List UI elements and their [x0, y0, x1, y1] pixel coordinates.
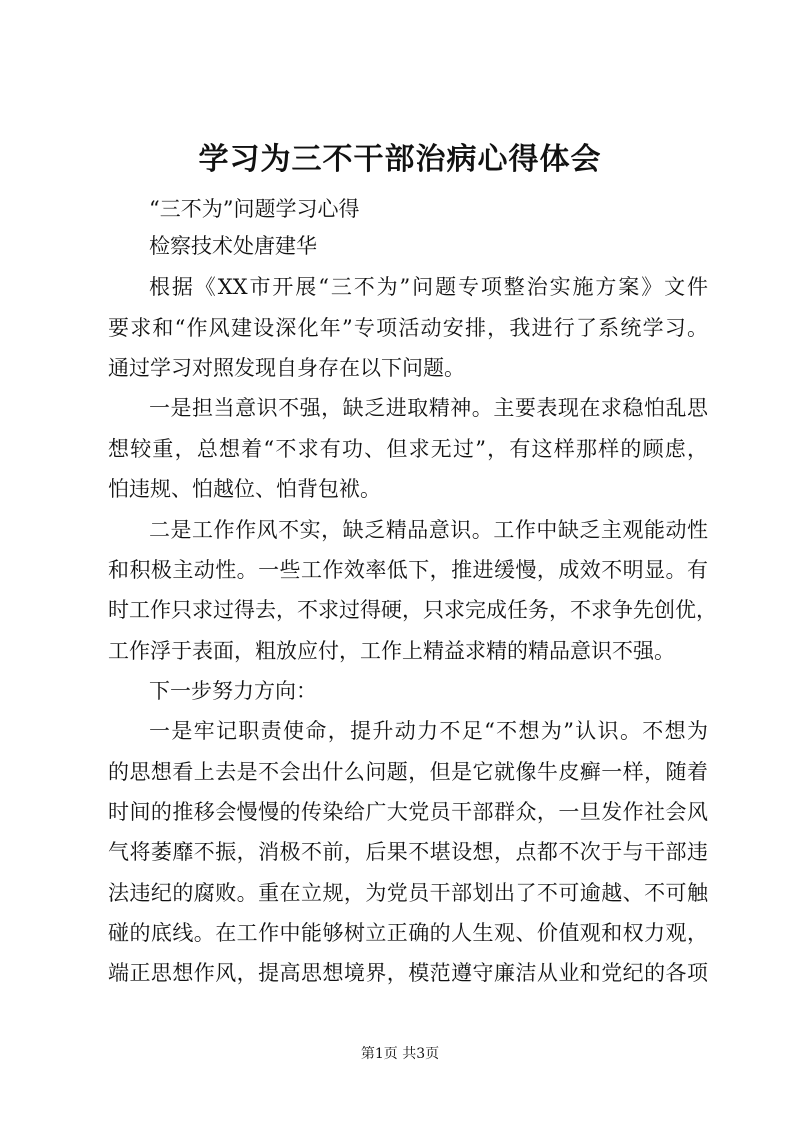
- paragraph-line: 时间的推移会慢慢的传染给广大党员干部群众，一旦发作社会风: [108, 800, 708, 824]
- paragraph-line: 要求和“作风建设深化年”专项活动安排，我进行了系统学习。: [108, 316, 708, 340]
- section-heading-line: 下一步努力方向：: [149, 679, 317, 703]
- paragraph-line: 碰的底线。在工作中能够树立正确的人生观、价值观和权力观，: [108, 921, 708, 945]
- paragraph-line: 端正思想作风，提高思想境界，模范遵守廉洁从业和党纪的各项: [108, 961, 708, 985]
- paragraph-line: 怕违规、怕越位、怕背包袱。: [108, 477, 381, 501]
- paragraph-line: 通过学习对照发现自身存在以下问题。: [108, 356, 465, 380]
- paragraph-line: 时工作只求过得去，不求过得硬，只求完成任务，不求争先创优，: [108, 598, 717, 622]
- paragraph-line: 一是担当意识不强，缺乏进取精神。主要表现在求稳怕乱思: [149, 396, 708, 420]
- page-footer: 第1页 共3页: [360, 1046, 440, 1062]
- paragraph-line: 气将萎靡不振，消极不前，后果不堪设想，点都不次于与干部违: [108, 840, 708, 864]
- paragraph-line: 的思想看上去是不会出什么问题，但是它就像牛皮癣一样，随着: [108, 760, 708, 784]
- paragraph-line: 和积极主动性。一些工作效率低下，推进缓慢，成效不明显。有: [108, 558, 708, 582]
- paragraph-line: 二是工作作风不实，缺乏精品意识。工作中缺乏主观能动性: [149, 518, 708, 542]
- author-line: 检察技术处唐建华: [149, 234, 317, 258]
- paragraph-line: 工作浮于表面，粗放应付，工作上精益求精的精品意识不强。: [108, 639, 675, 663]
- paragraph-line: 根据《XX市开展“三不为”问题专项整治实施方案》文件: [149, 275, 708, 299]
- paragraph-line: 法违纪的腐败。重在立规，为党员干部划出了不可逾越、不可触: [108, 881, 708, 905]
- subtitle-line: “三不为”问题学习心得: [149, 197, 360, 221]
- paragraph-line: 想较重，总想着“不求有功、但求无过”，有这样那样的顾虑，: [108, 437, 708, 461]
- document-title: 学习为三不干部治病心得体会: [198, 142, 602, 177]
- paragraph-line: 一是牢记职责使命，提升动力不足“不想为”认识。不想为: [149, 719, 708, 743]
